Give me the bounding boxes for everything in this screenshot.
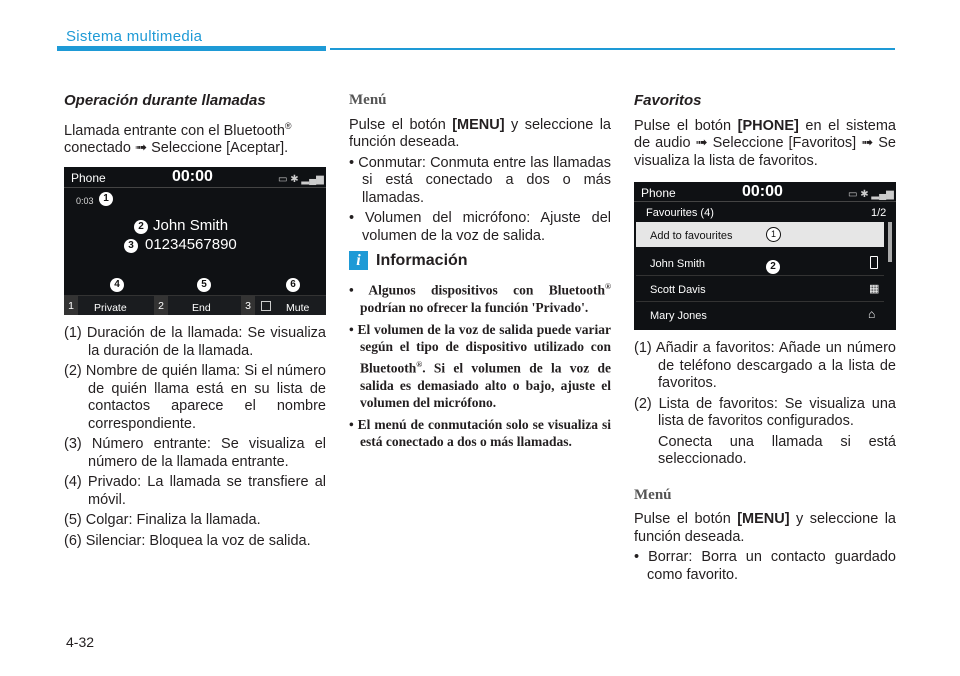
list-item: (4) Privado: La llamada se transfiere al móvil.	[64, 474, 326, 508]
list-item[interactable]: John Smith 2	[636, 250, 884, 276]
clock: 00:00	[172, 168, 213, 186]
favorites-legend	[634, 340, 896, 431]
list-item: • El menú de conmutación solo se visualiza si está conectado a dos o más llamadas.	[349, 416, 611, 449]
menu-intro: Pulse el botón [MENU] y seleccione la función deseada.	[634, 511, 896, 545]
caller-name: John Smith	[153, 217, 229, 235]
status-icons: ▭ ✱ ▂▄▆	[848, 189, 894, 200]
call-button-bar	[64, 295, 326, 315]
calls-legend	[64, 325, 326, 550]
home-icon: ⌂	[868, 307, 876, 321]
call-duration: 0:03	[76, 196, 94, 207]
list-item: (1) Añadir a favoritos: Añade un número de teléfono descargado a la lista de favoritos.	[634, 340, 896, 391]
key-3: 3	[241, 296, 255, 315]
list-item: (6) Silenciar: Bloquea la voz de salida.	[64, 532, 311, 549]
add-to-favourites-row[interactable]: Add to favourites 1	[636, 222, 884, 247]
clock: 00:00	[742, 183, 783, 200]
list-item: • Volumen del micrófono: Ajuste del volumen de la voz de salida.	[349, 210, 611, 244]
menu-heading: Menú	[634, 486, 672, 503]
end-button[interactable]: End	[192, 302, 211, 315]
private-button[interactable]: Private	[94, 302, 127, 315]
column-menu	[349, 92, 611, 455]
list-item: • El volumen de la voz de salida puede variar según el tipo de dispositivo utilizado con Bluetooth®. Si el volumen de la voz de salida es demasiado alto o bajo, ajuste el volumen del micrófono.	[349, 321, 611, 410]
menu-intro: Pulse el botón [MENU] y seleccione la función deseada.	[349, 116, 611, 150]
favorites-intro: Pulse el botón [PHONE] en el sistema de audio ➟ Seleccione [Favoritos] ➟ Se visualiza la lista de favoritos.	[634, 117, 896, 169]
list-item: (2) Lista de favoritos: Se visualiza una lista de favoritos configurados.	[634, 395, 896, 429]
phone-call-screen	[64, 167, 326, 315]
menu-heading: Menú	[349, 92, 387, 108]
header-rule-thin	[330, 48, 895, 50]
info-box-header	[349, 251, 611, 270]
callout-5: 5	[197, 278, 211, 292]
favorites-note: Conecta una llamada si está seleccionado.	[658, 433, 896, 467]
mobile-icon	[870, 256, 878, 269]
section-header: Sistema multimedia	[66, 28, 203, 45]
status-icons: ▭ ✱ ▂▄▆	[278, 174, 324, 186]
callout-1: 1	[766, 227, 781, 242]
scrollbar[interactable]	[888, 222, 892, 262]
list-item: • Borrar: Borra un contacto guardado como favorito.	[634, 549, 896, 583]
callout-4: 4	[110, 278, 124, 292]
mute-checkbox-icon	[261, 301, 271, 311]
section-title-calls: Operación durante llamadas	[64, 92, 266, 109]
key-1: 1	[64, 296, 78, 315]
header-rule-thick	[57, 46, 326, 51]
column-favorites	[634, 92, 896, 587]
callout-6: 6	[286, 278, 300, 292]
page-indicator: 1/2	[871, 207, 887, 219]
phone-app-title: Phone	[71, 171, 106, 186]
callout-3: 3	[124, 239, 138, 253]
menu-options	[349, 155, 611, 246]
list-item: (5) Colgar: Finaliza la llamada.	[64, 512, 261, 529]
callout-2: 2	[766, 260, 780, 274]
list-item: • Algunos dispositivos con Bluetooth® podrían no ofrecer la función 'Privado'.	[349, 282, 611, 315]
favorites-screen	[634, 182, 896, 330]
phone-app-title: Phone	[641, 186, 676, 200]
mute-button[interactable]: Mute	[286, 302, 310, 315]
column-calls	[64, 92, 326, 553]
list-item: (2) Nombre de quién llama: Si el número de quién llama está en su lista de contactos aparece el nombre correspondiente.	[64, 363, 326, 432]
list-item: (1) Duración de la llamada: Se visualiza la duración de la llamada.	[64, 325, 326, 359]
info-notes	[349, 278, 611, 451]
list-item[interactable]: Scott Davis ▦	[636, 276, 884, 302]
key-2: 2	[154, 296, 168, 315]
list-item: (3) Número entrante: Se visualiza el número de la llamada entrante.	[64, 436, 326, 470]
info-title: Información	[376, 251, 468, 269]
page-number: 4-32	[66, 634, 95, 650]
caller-number: 01234567890	[145, 236, 237, 254]
favorites-list-title: Favourites (4)	[646, 207, 714, 219]
callout-1: 1	[99, 192, 113, 206]
menu-options	[634, 549, 896, 584]
calls-intro: Llamada entrante con el Bluetooth® conectado ➟ Seleccione [Aceptar].	[64, 120, 292, 156]
section-title-favorites: Favoritos	[634, 92, 702, 109]
info-icon: i	[349, 251, 368, 270]
list-item[interactable]: Mary Jones ⌂	[650, 307, 876, 322]
list-item: • Conmutar: Conmuta entre las llamadas si está conectado a dos o más llamadas.	[349, 154, 611, 206]
callout-2: 2	[134, 220, 148, 234]
office-icon: ▦	[869, 283, 880, 295]
